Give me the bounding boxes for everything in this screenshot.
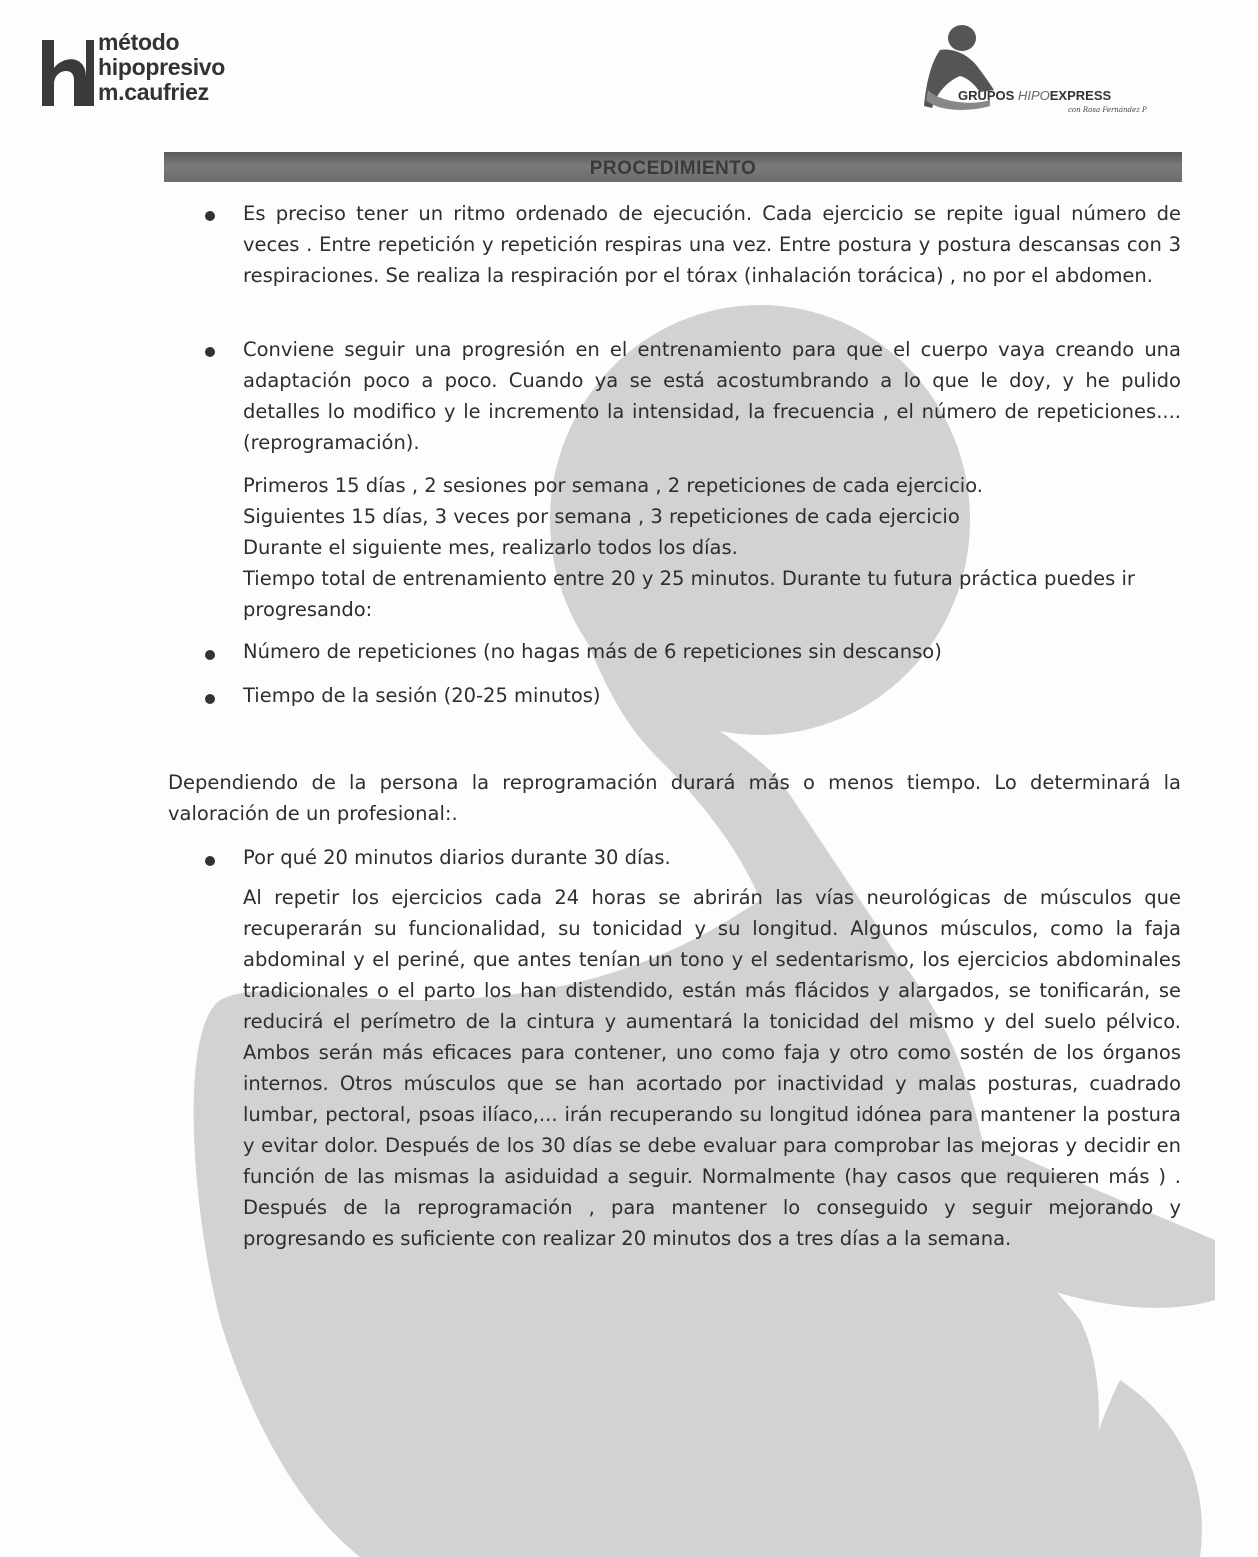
brand-suffix: EXPRESS — [1049, 88, 1112, 103]
bullet-icon — [205, 347, 215, 357]
schedule-line-1: Primeros 15 días , 2 sesiones por semana , 2 repeticiones de cada ejercicio. — [243, 474, 983, 497]
bullet-icon — [205, 650, 215, 660]
logo-line-1: método — [98, 29, 180, 55]
brand-hipo: HIPO — [1017, 88, 1050, 103]
metodo-hipopresivo-logo — [40, 30, 260, 110]
h-logo-icon — [40, 36, 96, 110]
intro-paragraph: Dependiendo de la persona la reprogramación durará más o menos tiempo. Lo determinará la valoración de un profesional:. — [168, 771, 1181, 825]
schedule-line-3: Durante el siguiente mes, realizarlo todos los días. — [243, 536, 738, 559]
brand-name — [958, 88, 1111, 103]
bullet-icon — [205, 211, 215, 221]
bullet-text-5: Por qué 20 minutos diarios durante 30 días. — [243, 846, 671, 869]
bullet-text-1: Es preciso tener un ritmo ordenado de ejecución. Cada ejercicio se repite igual número de veces . Entre repetición y repetición respiras una vez. Entre postura y postura descansas con 3 respiraciones. Se realiza la respiración por el tórax (inhalación torácica) , no por el abdomen. — [243, 202, 1181, 287]
brand-prefix: GRUPOS — [958, 88, 1015, 103]
schedule-line-2: Siguientes 15 días, 3 veces por semana , 3 repeticiones de cada ejercicio — [243, 505, 960, 528]
section-title-bar — [164, 152, 1182, 182]
bullet-text-4: Tiempo de la sesión (20-25 minutos) — [243, 684, 601, 707]
logo-line-3: m.caufriez — [98, 79, 209, 105]
explanation-paragraph: Al repetir los ejercicios cada 24 horas se abrirán las vías neurológicas de músculos que recuperarán su funcionalidad, su tonicidad y su longitud. Algunos músculos, como la faja abdominal y el periné, que antes tenían un tono y el sedentarismo, los ejercicios abdominales tradicionales o el parto los han distendido, están más flácidos y alargados, se tonificarán, se reducirá el perímetro de la cintura y aumentará la tonicidad del mismo y del suelo pélvico. Ambos serán más eficaces para contener, uno como faja y otro como sostén de los órganos internos. Otros músculos que se han acortado por inactividad y malas posturas, cuadrado lumbar, pectoral, psoas ilíaco,... irán recuperando su longitud idónea para mantener la postura y evitar dolor. Después de los 30 días se debe evaluar para comprobar las mejoras y decidir en función de las mismas la asiduidad a seguir. Normalmente (hay casos que requieren más ) . Después de la reprogramación , para mantener lo conseguido y seguir mejorando y progresando es suficiente con realizar 20 minutos dos a tres días a la semana. — [243, 886, 1181, 1250]
brand-subtitle: con Rosa Fernández P — [1068, 106, 1147, 114]
bullet-icon — [205, 694, 215, 704]
schedule-line-4: Tiempo total de entrenamiento entre 20 y 25 minutos. Durante tu futura práctica puedes ir progresando: — [243, 567, 1135, 621]
bullet-text-3: Número de repeticiones (no hagas más de 6 repeticiones sin descanso) — [243, 640, 942, 663]
bullet-icon — [205, 856, 215, 866]
logo-line-2: hipopresivo — [98, 54, 226, 80]
bullet-text-2: Conviene seguir una progresión en el entrenamiento para que el cuerpo vaya creando una adaptación poco a poco. Cuando ya se está acostumbrando a lo que le doy, y he pulido detalles lo modifico y le incremento la intensidad, la frecuencia , el número de repeticiones.... (reprogramación). — [243, 338, 1181, 454]
grupos-hipoexpress-logo — [920, 20, 1150, 120]
section-title: PROCEDIMIENTO — [589, 158, 757, 179]
